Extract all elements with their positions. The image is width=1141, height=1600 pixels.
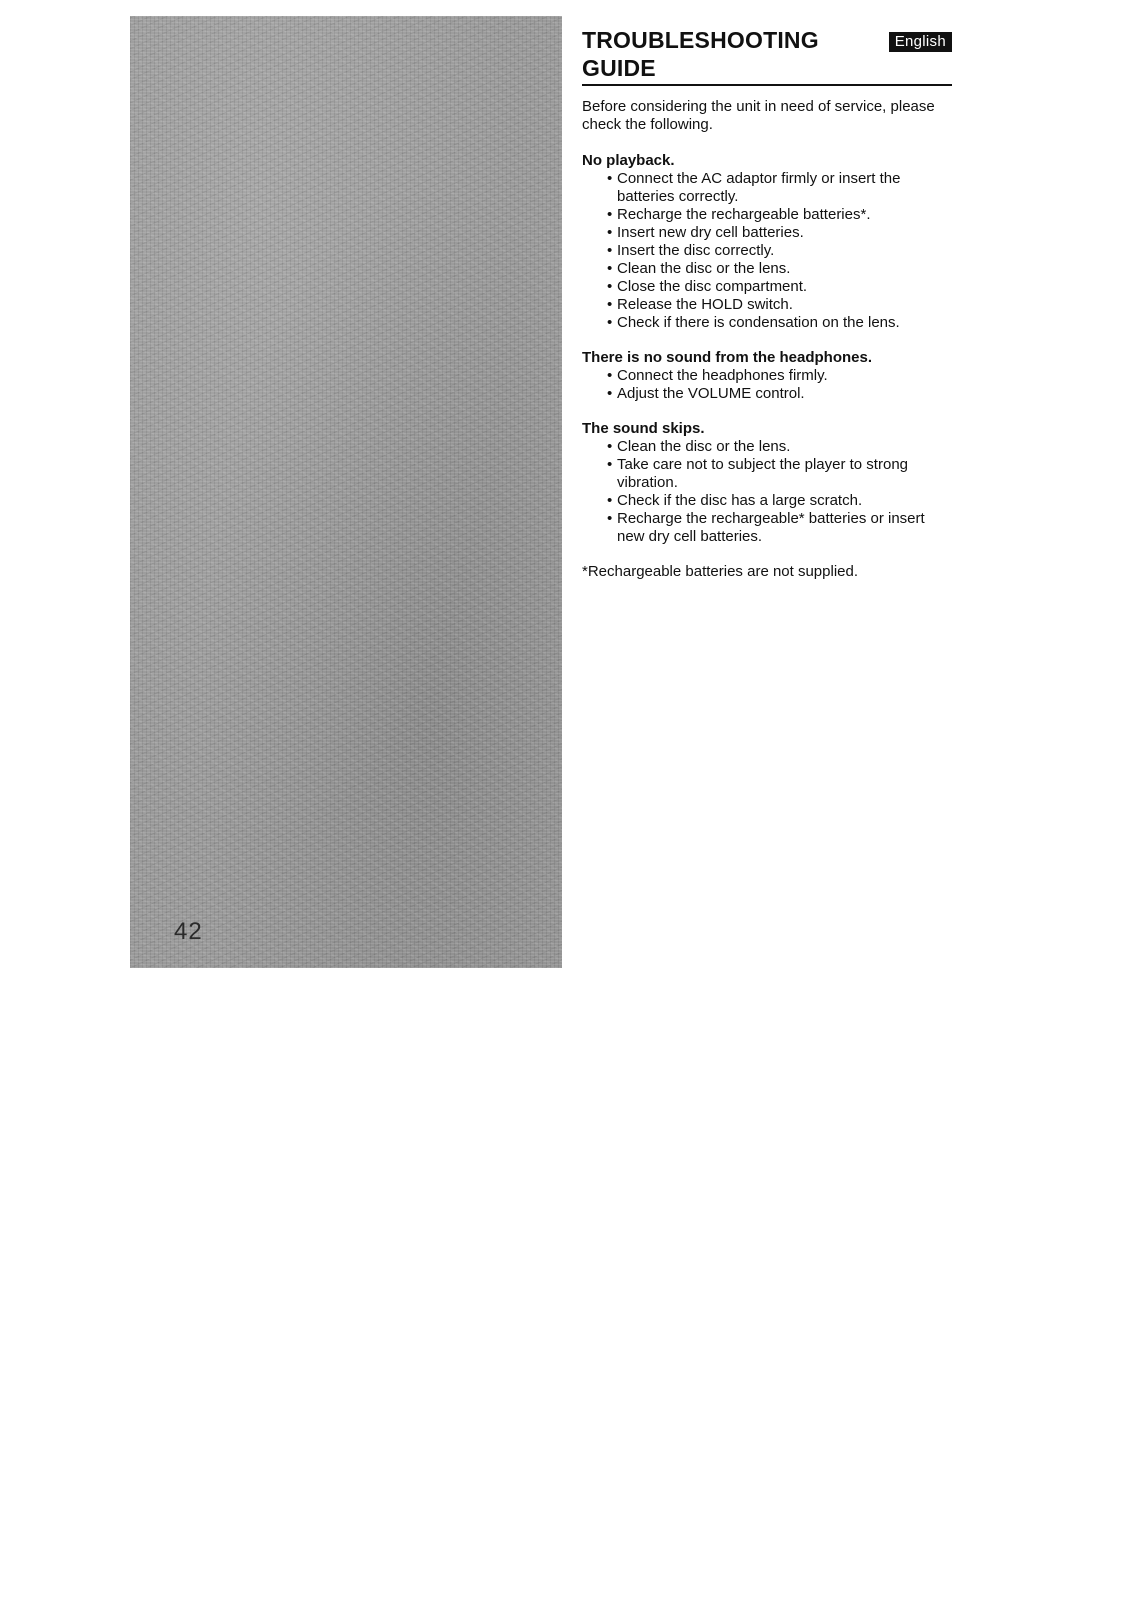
page-title-line-1: TROUBLESHOOTING	[582, 27, 819, 53]
textured-gray-panel	[130, 16, 562, 968]
bullet-icon: •	[607, 206, 613, 223]
bullet-icon: •	[607, 242, 613, 259]
list-item-text: Insert new dry cell batteries.	[617, 224, 804, 241]
section-no-playback	[582, 152, 952, 332]
bullet-icon: •	[607, 224, 613, 241]
list-item	[582, 170, 952, 206]
list-item-text: Check if the disc has a large scratch.	[617, 492, 863, 509]
title-block	[582, 26, 952, 86]
language-badge: English	[889, 32, 952, 52]
list-item-text: Take care not to subject the player to strong vibration.	[617, 456, 908, 491]
list-item-text: Clean the disc or the lens.	[617, 438, 791, 455]
list-item	[582, 314, 952, 332]
list-item-text: Adjust the VOLUME control.	[617, 385, 805, 402]
list-item	[582, 438, 952, 456]
list-item	[582, 510, 952, 546]
list-item	[582, 385, 952, 403]
list-item-text: Release the HOLD switch.	[617, 296, 793, 313]
list-item-text: Close the disc compartment.	[617, 278, 808, 295]
bullet-icon: •	[607, 278, 613, 295]
section-heading: The sound skips.	[582, 420, 705, 437]
list-item-text: Recharge the rechargeable batteries*.	[617, 206, 871, 223]
list-item	[582, 456, 952, 492]
list-item	[582, 224, 952, 242]
list-item-text: Check if there is condensation on the lens.	[617, 314, 900, 331]
page-title-line-2: GUIDE	[582, 55, 656, 81]
bullet-icon: •	[607, 438, 613, 455]
bullet-icon: •	[607, 296, 613, 313]
list-item	[582, 367, 952, 385]
section-no-sound	[582, 349, 952, 403]
intro-text: Before considering the unit in need of service, please check the following.	[582, 98, 935, 133]
list-item	[582, 242, 952, 260]
list-item	[582, 296, 952, 314]
list-item	[582, 278, 952, 296]
section-sound-skips	[582, 420, 952, 546]
list-item	[582, 260, 952, 278]
list-item-text: Recharge the rechargeable* batteries or insert new dry cell batteries.	[617, 510, 925, 545]
page-number: 42	[174, 918, 203, 945]
section-heading: There is no sound from the headphones.	[582, 349, 873, 366]
list-item	[582, 206, 952, 224]
list-item-text: Insert the disc correctly.	[617, 242, 775, 259]
list-item	[582, 492, 952, 510]
bullet-icon: •	[607, 385, 613, 402]
list-item-text: Connect the headphones firmly.	[617, 367, 828, 384]
bullet-icon: •	[607, 456, 613, 473]
bullet-icon: •	[607, 510, 613, 527]
bullet-icon: •	[607, 314, 613, 331]
list-item-text: Connect the AC adaptor firmly or insert the batteries correctly.	[617, 170, 901, 205]
list-item-text: Clean the disc or the lens.	[617, 260, 791, 277]
bullet-icon: •	[607, 170, 613, 187]
bullet-icon: •	[607, 492, 613, 509]
troubleshooting-content	[582, 26, 952, 581]
bullet-icon: •	[607, 260, 613, 277]
section-heading: No playback.	[582, 152, 675, 169]
bullet-icon: •	[607, 367, 613, 384]
footnote: *Rechargeable batteries are not supplied.	[582, 563, 859, 580]
